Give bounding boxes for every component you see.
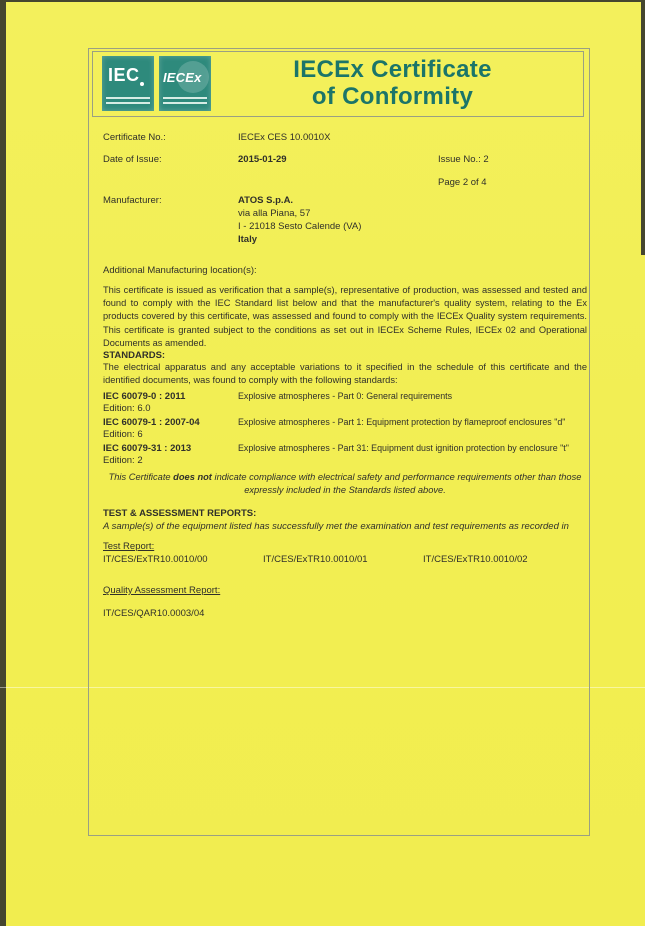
iec-logo-text: IEC: [108, 65, 140, 85]
reports-heading: TEST & ASSESSMENT REPORTS:: [103, 508, 257, 519]
certificate-header: [92, 51, 584, 117]
qar-label: Quality Assessment Report:: [103, 585, 221, 596]
certificate-no-value: IECEx CES 10.0010X: [238, 132, 331, 143]
disclaimer: This Certificate does not indicate compliance with electrical safety and performance requirements other than those expressly included in the Standards listed above.: [108, 472, 582, 496]
standards-intro: The electrical apparatus and any acceptable variations to it specified in the schedule of this certificate and the identified documents, was found to comply with the following standards:: [103, 362, 587, 386]
standard-code: IEC 60079-1 : 2007-04: [103, 417, 200, 428]
manufacturer-label: Manufacturer:: [103, 195, 162, 206]
qar-number: IT/CES/QAR10.0003/04: [103, 608, 205, 619]
standard-description: Explosive atmospheres - Part 1: Equipment protection by flameproof enclosures "d": [238, 417, 566, 427]
manufacturer-address-line: I - 21018 Sesto Calende (VA): [238, 221, 362, 232]
disclaimer-emphasis: does not: [173, 472, 212, 482]
manufacturer-name: ATOS S.p.A.: [238, 195, 294, 206]
standard-description: Explosive atmospheres - Part 0: General requirements: [238, 391, 453, 401]
scan-edge-top: [0, 0, 645, 2]
iecex-logo: [159, 56, 211, 111]
iec-logo: [102, 56, 154, 111]
scan-edge-right: [641, 0, 645, 255]
manufacturer-country: Italy: [238, 234, 258, 245]
iecex-logo-text: IECEx: [163, 70, 202, 85]
logo-row: [102, 56, 211, 111]
certificate-title-line1: IECEx Certificate: [293, 56, 492, 83]
manufacturer-address-line: via alla Piana, 57: [238, 208, 311, 219]
date-of-issue-value: 2015-01-29: [238, 154, 287, 165]
certificate-no-label: Certificate No.:: [103, 132, 166, 143]
scan-edge-left: [0, 0, 6, 926]
standard-edition: Edition: 2: [103, 455, 143, 466]
certificate-title: [208, 56, 577, 110]
additional-locations-label: Additional Manufacturing location(s):: [103, 265, 257, 276]
manufacturer-address: [238, 194, 361, 246]
test-report-label: Test Report:: [103, 541, 155, 552]
standard-description: Explosive atmospheres - Part 31: Equipment dust ignition protection by enclosure "t": [238, 443, 569, 453]
standards-heading: STANDARDS:: [103, 350, 166, 361]
test-report-number: IT/CES/ExTR10.0010/00: [103, 554, 208, 565]
page-indicator: Page 2 of 4: [438, 177, 487, 188]
standard-code: IEC 60079-0 : 2011: [103, 391, 186, 402]
iec-logo-dot: [140, 82, 144, 86]
test-report-number: IT/CES/ExTR10.0010/01: [263, 554, 368, 565]
standard-edition: Edition: 6.0: [103, 403, 151, 414]
certificate-statement: This certificate is issued as verification that a sample(s), representative of production, was assessed and tested and found to comply with the IEC Standard list below and that the manufacturer's quality system, relating to the Ex products covered by this certificate, was assessed and found to comply with the IECEx Quality system requirements. This certificate is granted subject to the conditions as set out in IECEx Scheme Rules, IECEx 02 and Operational Documents as amended.: [103, 285, 587, 348]
test-report-number: IT/CES/ExTR10.0010/02: [423, 554, 528, 565]
issue-no: Issue No.: 2: [438, 154, 489, 165]
standard-edition: Edition: 6: [103, 429, 143, 440]
date-of-issue-label: Date of Issue:: [103, 154, 162, 165]
standard-code: IEC 60079-31 : 2013: [103, 443, 192, 454]
certificate-title-line2: of Conformity: [311, 83, 474, 110]
reports-intro: A sample(s) of the equipment listed has successfully met the examination and test requirements as recorded in: [103, 521, 569, 532]
